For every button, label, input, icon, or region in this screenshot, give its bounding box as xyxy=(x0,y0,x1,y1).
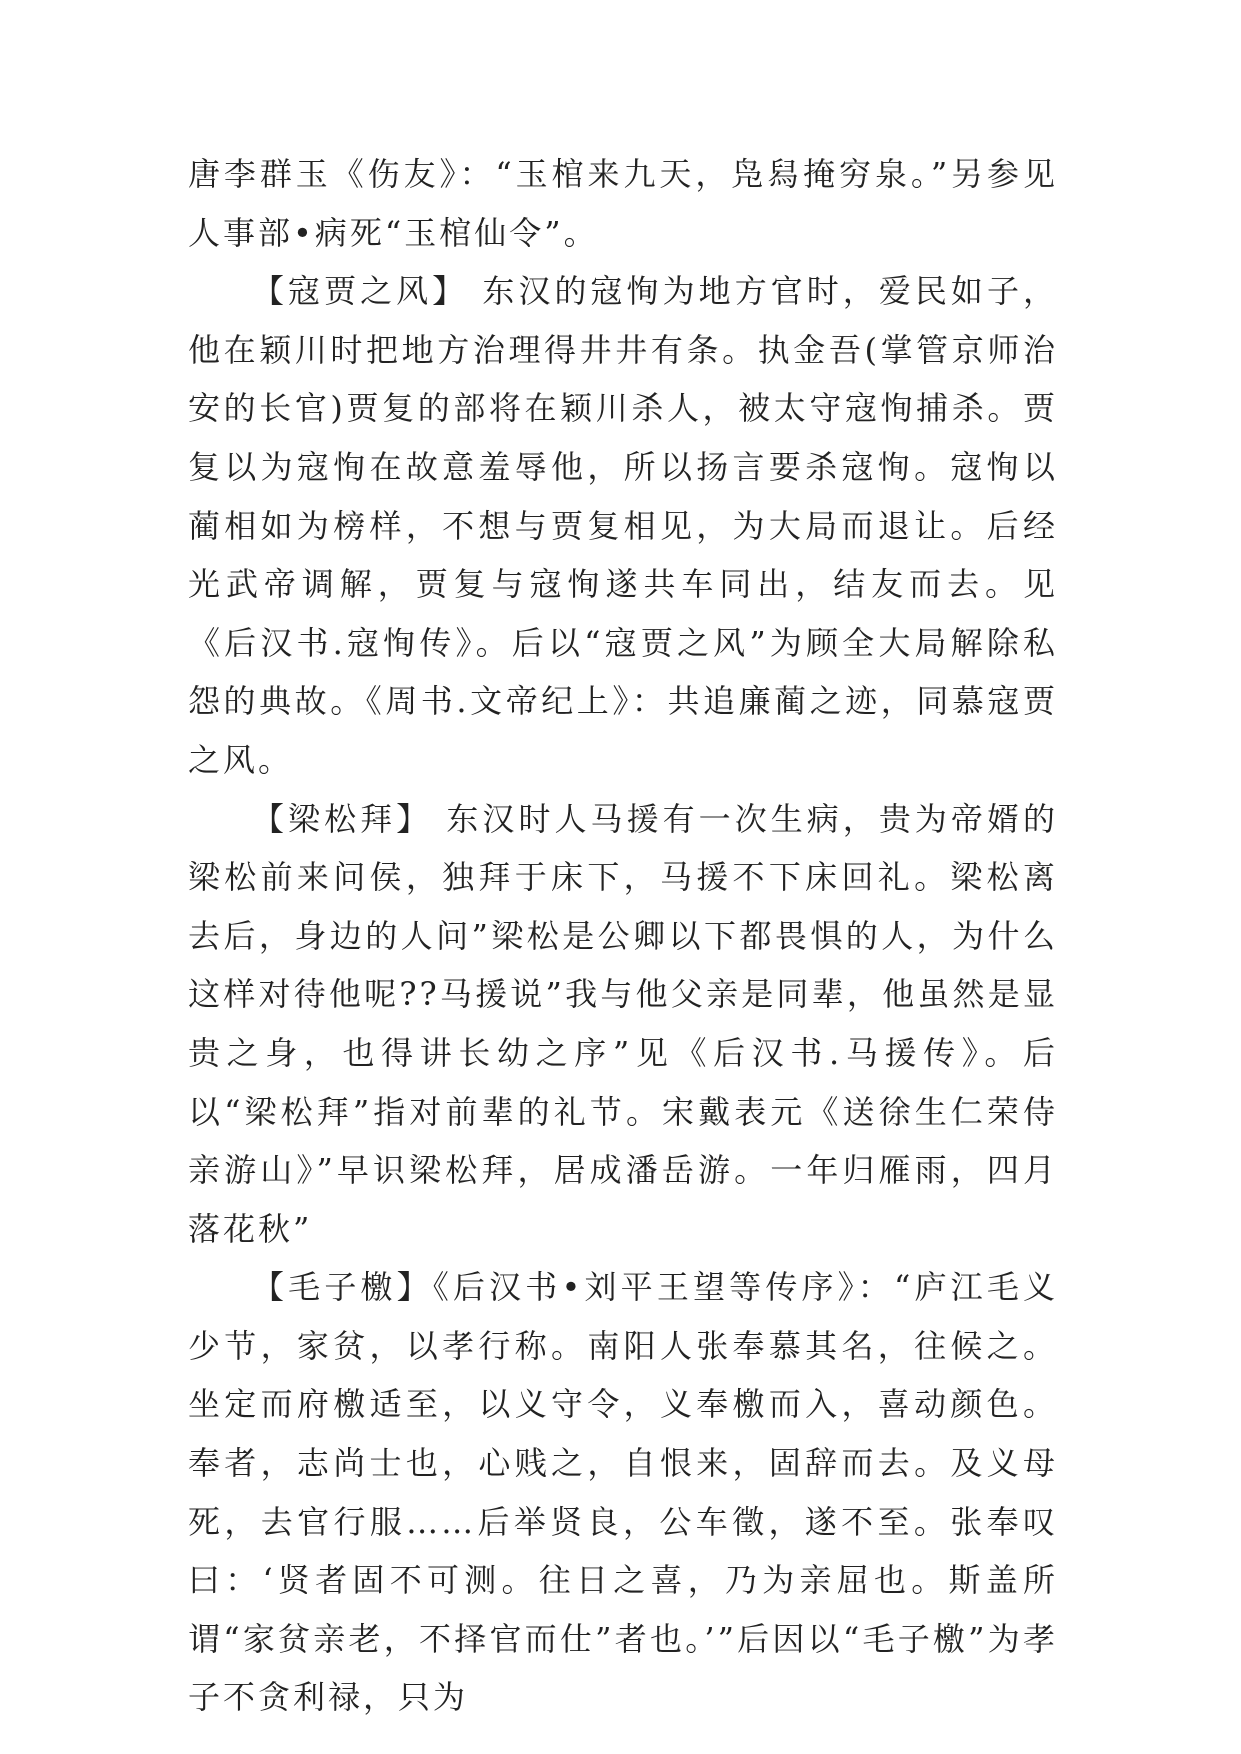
document-body xyxy=(188,145,1058,1727)
paragraph-liang-song-bai: 【梁松拜】 东汉时人马援有一次生病，贵为帝婿的梁松前来问侯，独拜于床下，马援不下床回礼。梁松离去后，身边的人问”梁松是公卿以下都畏惧的人，为什么这样对待他呢??马援说”我与他父亲是同辈，他虽然是显贵之身，也得讲长幼之序”见《后汉书.马援传》。后以“梁松拜”指对前辈的礼节。宋戴表元《送徐生仁荣侍亲游山》”早识梁松拜，居成潘岳游。一年归雁雨，四月落花秋” xyxy=(188,799,1058,1248)
paragraph-mao-zi-xi: 【毛子檄】《后汉书•刘平王望等传序》：“庐江毛义少节，家贫，以孝行称。南阳人张奉慕其名，往候之。坐定而府檄适至，以义守令，义奉檄而入，喜动颜色。奉者，志尚士也，心贱之，自恨来，固辞而去。及义母死，去官行服……后举贤良，公车徵，遂不至。张奉叹曰：‘贤者固不可测。往日之喜，乃为亲屈也。斯盖所谓“家贫亲老，不择官而仕”者也。’”后因以“毛子檄”为孝子不贪利禄，只为 xyxy=(188,1268,1058,1717)
paragraph-shang-you-quote: 唐李群玉《伤友》：“玉棺来九天，凫舄掩穷泉。”另参见人事部•病死“玉棺仙令”。 xyxy=(188,155,1058,252)
paragraph-kou-jia-zhi-feng: 【寇贾之风】 东汉的寇恂为地方官时，爱民如子，他在颖川时把地方治理得井井有条。执金吾(掌管京师治安的长官)贾复的部将在颖川杀人，被太守寇恂捕杀。贾复以为寇恂在故意羞辱他，所以扬言要杀寇恂。寇恂以蔺相如为榜样，不想与贾复相见，为大局而退让。后经光武帝调解，贾复与寇恂遂共车同出，结友而去。见《后汉书.寇恂传》。后以“寇贾之风”为顾全大局解除私怨的典故。《周书.文帝纪上》：共追廉蔺之迹，同慕寇贾之风。 xyxy=(188,272,1058,779)
